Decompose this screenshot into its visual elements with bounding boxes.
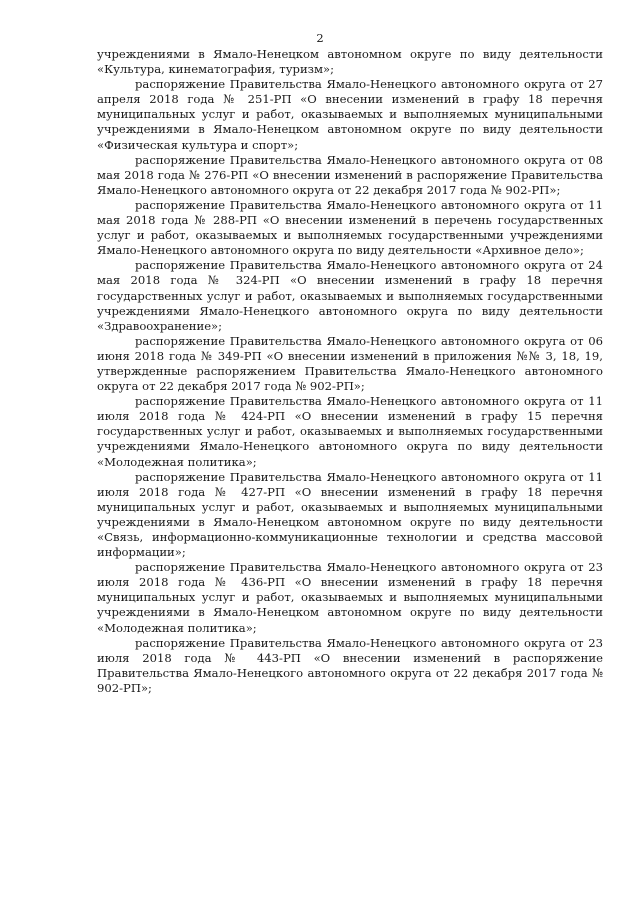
- paragraph-order-427: распоряжение Правительства Ямало-Ненецкого автономного округа от 11 июля 2018 года № 427-РП «О внесении изменений в графу 18 перечня муниципальных услуг и работ, оказываемых и выполняемых муниципальными учреждениями в Ямало-Ненецком автономном округе по виду деятельности «Связь, информационно-коммуникационные технологии и средства массовой информации»;: [97, 469, 603, 560]
- paragraph-order-251: распоряжение Правительства Ямало-Ненецкого автономного округа от 27 апреля 2018 года № 251-РП «О внесении изменений в графу 18 перечня муниципальных услуг и работ, оказываемых и выполняемых муниципальными учреждениями в Ямало-Ненецком автономном округе по виду деятельности «Физическая культура и спорт»;: [97, 77, 603, 152]
- paragraph-order-424: распоряжение Правительства Ямало-Ненецкого автономного округа от 11 июля 2018 года № 424-РП «О внесении изменений в графу 15 перечня государственных услуг и работ, оказываемых и выполняемых государственными учреждениями Ямало-Ненецкого автономного округа по виду деятельности «Молодежная политика»;: [97, 394, 603, 469]
- paragraph-continuation: учреждениями в Ямало-Ненецком автономном округе по виду деятельности «Культура, кинематография, туризм»;: [97, 47, 603, 77]
- paragraph-order-324: распоряжение Правительства Ямало-Ненецкого автономного округа от 24 мая 2018 года № 324-РП «О внесении изменений в графу 18 перечня государственных услуг и работ, оказываемых и выполняемых государственными учреждениями Ямало-Ненецкого автономного округа по виду деятельности «Здравоохранение»;: [97, 258, 603, 333]
- paragraph-order-349: распоряжение Правительства Ямало-Ненецкого автономного округа от 06 июня 2018 года № 349-РП «О внесении изменений в приложения №№ 3, 18, 19, утвержденные распоряжением Правительства Ямало-Ненецкого автономного округа от 22 декабря 2017 года № 902-РП»;: [97, 333, 603, 394]
- paragraph-order-436: распоряжение Правительства Ямало-Ненецкого автономного округа от 23 июля 2018 года № 436-РП «О внесении изменений в графу 18 перечня муниципальных услуг и работ, оказываемых и выполняемых муниципальными учреждениями в Ямало-Ненецком автономном округе по виду деятельности «Молодежная политика»;: [97, 560, 603, 635]
- document-body: [97, 47, 603, 696]
- paragraph-order-443: распоряжение Правительства Ямало-Ненецкого автономного округа от 23 июля 2018 года № 443-РП «О внесении изменений в распоряжение Правительства Ямало-Ненецкого автономного округа от 22 декабря 2017 года № 902-РП»;: [97, 635, 603, 695]
- page-number: 2: [316, 31, 324, 45]
- paragraph-order-276: распоряжение Правительства Ямало-Ненецкого автономного округа от 08 мая 2018 года № 276-РП «О внесении изменений в распоряжение Правительства Ямало-Ненецкого автономного округа от 22 декабря 2017 года № 902-РП»;: [97, 152, 603, 197]
- paragraph-order-288: распоряжение Правительства Ямало-Ненецкого автономного округа от 11 мая 2018 года № 288-РП «О внесении изменений в перечень государственных услуг и работ, оказываемых и выполняемых государственными учреждениями Ямало-Ненецкого автономного округа по виду деятельности «Архивное дело»;: [97, 197, 603, 258]
